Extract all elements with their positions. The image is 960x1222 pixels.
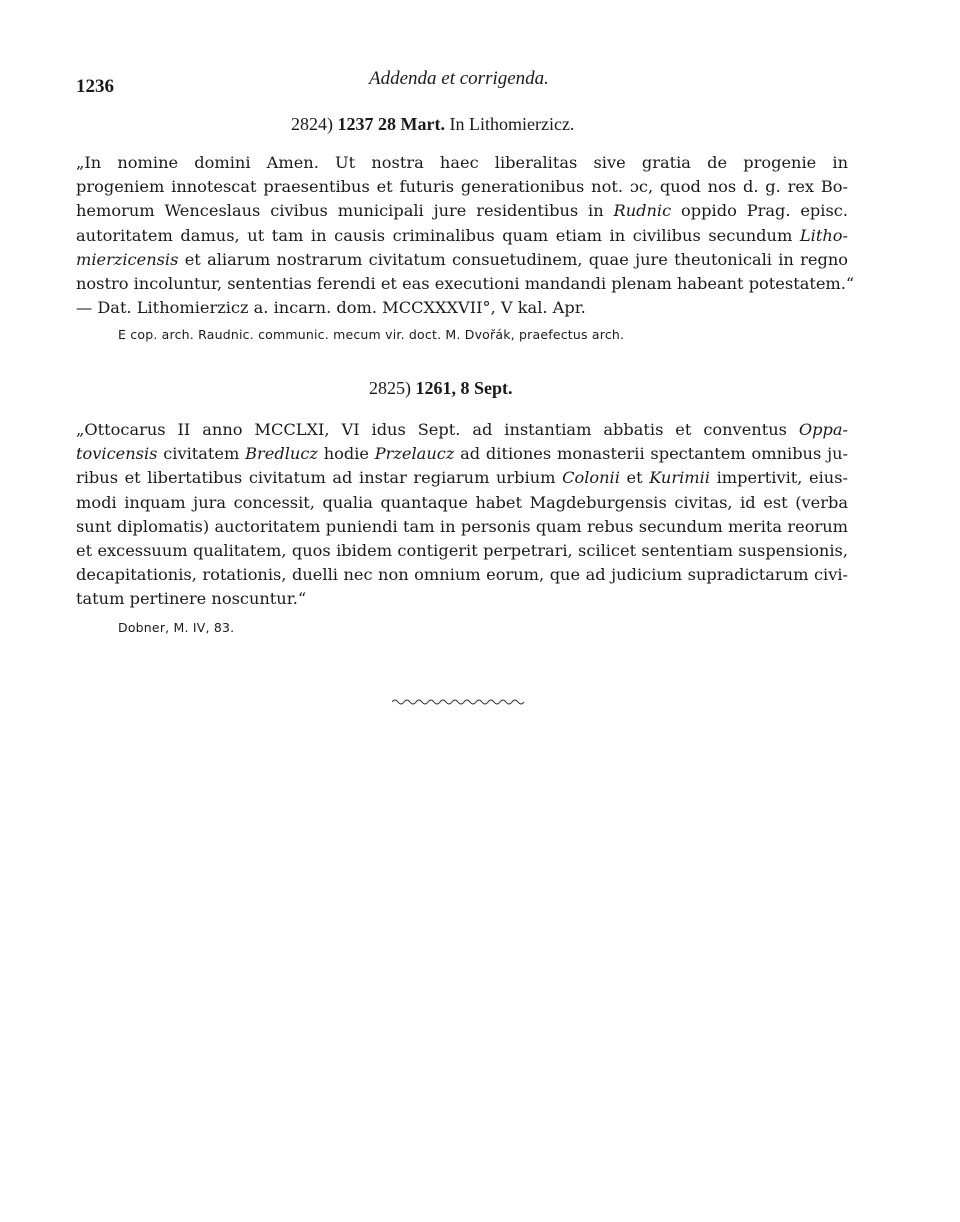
text-line: modi inquam jura concessit, qualia quantaque habet Magdeburgensis civitas, id est (verba: [76, 492, 848, 512]
text-line: mierzicensis et aliarum nostrarum civitatum consuetudinem, quae jure theutonicali in regno: [76, 249, 848, 269]
text-line: „Ottocarus II anno MCCLXI, VI idus Sept. ad instantiam abbatis et conventus Oppa-: [76, 420, 848, 439]
entry-text: [76, 418, 848, 612]
text-line: progeniem innotescat praesentibus et futuris generationibus not. ɔc, quod nos d. g. rex Bo-: [76, 177, 848, 197]
entry-date: 1237 28 Mart.: [337, 114, 445, 134]
entry-heading: [291, 114, 574, 135]
italic-name: tovicensis: [76, 444, 158, 464]
entry-number: 2825): [369, 378, 411, 398]
italic-name: mierzicensis: [76, 249, 179, 269]
source-note: E cop. arch. Raudnic. communic. mecum vir. doct. M. Dvořák, praefectus arch.: [118, 327, 625, 342]
entry-number: 2824): [291, 114, 333, 134]
text-line: decapitationis, rotationis, duelli nec non omnium eorum, que ad judicium supradictarum civi-: [76, 565, 848, 585]
entry-text: [76, 151, 855, 320]
wavy-divider: [392, 696, 528, 708]
text-line: nostro incoluntur, sententias ferendi et eas executioni mandandi plenam habeant potestatem.“: [76, 274, 855, 294]
italic-name: Kurimii: [649, 468, 710, 488]
italic-name: Colonii: [562, 468, 620, 488]
italic-name: Przelaucz: [374, 444, 455, 464]
italic-name: Litho-: [799, 225, 848, 245]
text-line: hemorum Wenceslaus civibus municipali jure residentibus in Rudnic oppido Prag. episc.: [76, 201, 848, 221]
entry-place: In Lithomierzicz.: [449, 114, 575, 134]
text-line: tovicensis civitatem Bredlucz hodie Przelaucz ad ditiones monasterii spectantem omnibus ju-: [76, 444, 848, 464]
source-note: Dobner, M. IV, 83.: [118, 620, 235, 635]
text-line: et excessuum qualitatem, quos ibidem contigerit perpetrari, scilicet sententiam suspensionis,: [76, 541, 848, 561]
text-line: „In nomine domini Amen. Ut nostra haec liberalitas sive gratia de progenie in: [76, 153, 848, 172]
text-line: tatum pertinere noscuntur.“: [76, 589, 307, 609]
text-line: autoritatem damus, ut tam in causis criminalibus quam etiam in civilibus secundum Litho-: [76, 225, 848, 245]
italic-name: Oppa-: [798, 420, 848, 439]
entry-heading: [369, 378, 513, 399]
text-line: — Dat. Lithomierzicz a. incarn. dom. MCCXXXVII°, V kal. Apr.: [76, 298, 586, 318]
running-title: Addenda et corrigenda.: [369, 68, 549, 89]
text-line: ribus et libertatibus civitatum ad instar regiarum urbium Colonii et Kurimii impertivit, eius-: [76, 468, 848, 488]
entry-date: 1261, 8 Sept.: [415, 378, 513, 398]
page-number: 1236: [76, 76, 114, 97]
italic-name: Bredlucz: [245, 444, 318, 464]
text-line: sunt diplomatis) auctoritatem puniendi tam in personis quam rebus secundum merita reorum: [76, 516, 848, 536]
italic-name: Rudnic: [613, 201, 672, 221]
